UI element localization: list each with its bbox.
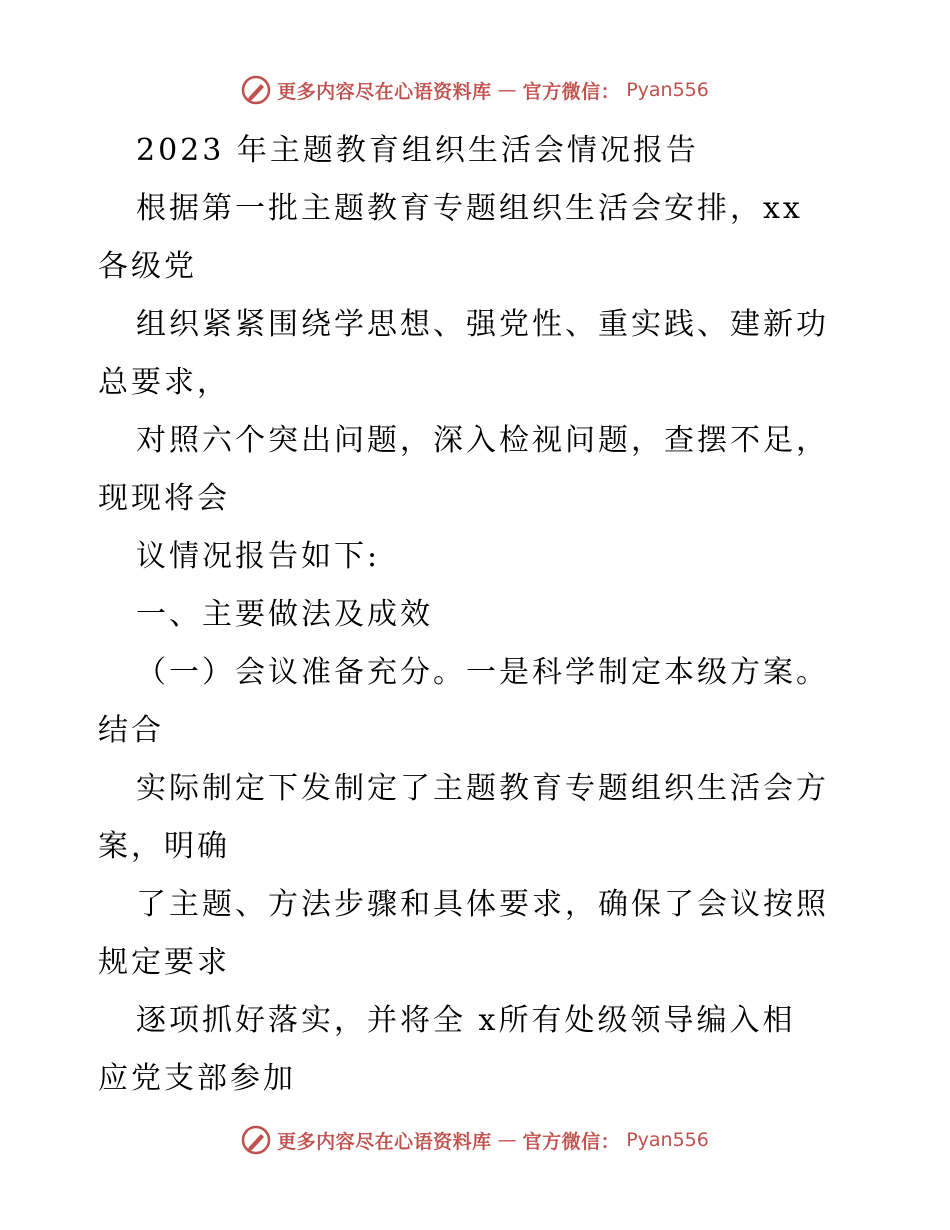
header-watermark	[0, 70, 950, 110]
text-line: 2023 年主题教育组织生活会情况报告	[136, 133, 699, 168]
pen-logo-icon	[241, 75, 271, 105]
text-line: 实际制定下发制定了主题教育专题组织生活会方	[136, 771, 829, 806]
text-line: 总要求，	[98, 365, 230, 400]
text-line: 各级党	[98, 249, 197, 284]
watermark-separator: —	[497, 1129, 517, 1151]
watermark-wechat-label: 官方微信：	[522, 80, 621, 103]
text-line: 组织紧紧围绕学思想、强党性、重实践、建新功	[136, 307, 829, 342]
footer-watermark	[0, 1120, 950, 1160]
text-line: 议情况报告如下:	[136, 539, 381, 574]
watermark-wechat-id: Pyan556	[626, 79, 709, 101]
watermark-text: 更多内容尽在心语资料库	[277, 1130, 492, 1153]
text-line: 对照六个突出问题，深入检视问题，查摆不足，	[136, 423, 829, 458]
watermark-separator: —	[497, 79, 517, 101]
text-line: 案，明确	[98, 829, 230, 864]
text-line: 根据第一批主题教育专题组织生活会安排，xx	[136, 191, 803, 226]
text-line: 规定要求	[98, 945, 230, 980]
text-line: 结合	[98, 713, 164, 748]
text-line: （一）会议准备充分。一是科学制定本级方案。	[136, 655, 829, 690]
pen-logo-icon	[241, 1125, 271, 1155]
text-line: 了主题、方法步骤和具体要求，确保了会议按照	[136, 887, 829, 922]
watermark-text: 更多内容尽在心语资料库	[277, 80, 492, 103]
watermark-wechat-label: 官方微信：	[522, 1130, 621, 1153]
watermark-wechat-id: Pyan556	[626, 1129, 709, 1151]
text-line: 一、主要做法及成效	[136, 597, 433, 632]
text-line: 现现将会	[98, 481, 230, 516]
text-line: 应党支部参加	[98, 1061, 296, 1096]
text-line: 逐项抓好落实，并将全 x所有处级领导编入相	[136, 1003, 796, 1038]
document-body	[98, 122, 878, 1108]
